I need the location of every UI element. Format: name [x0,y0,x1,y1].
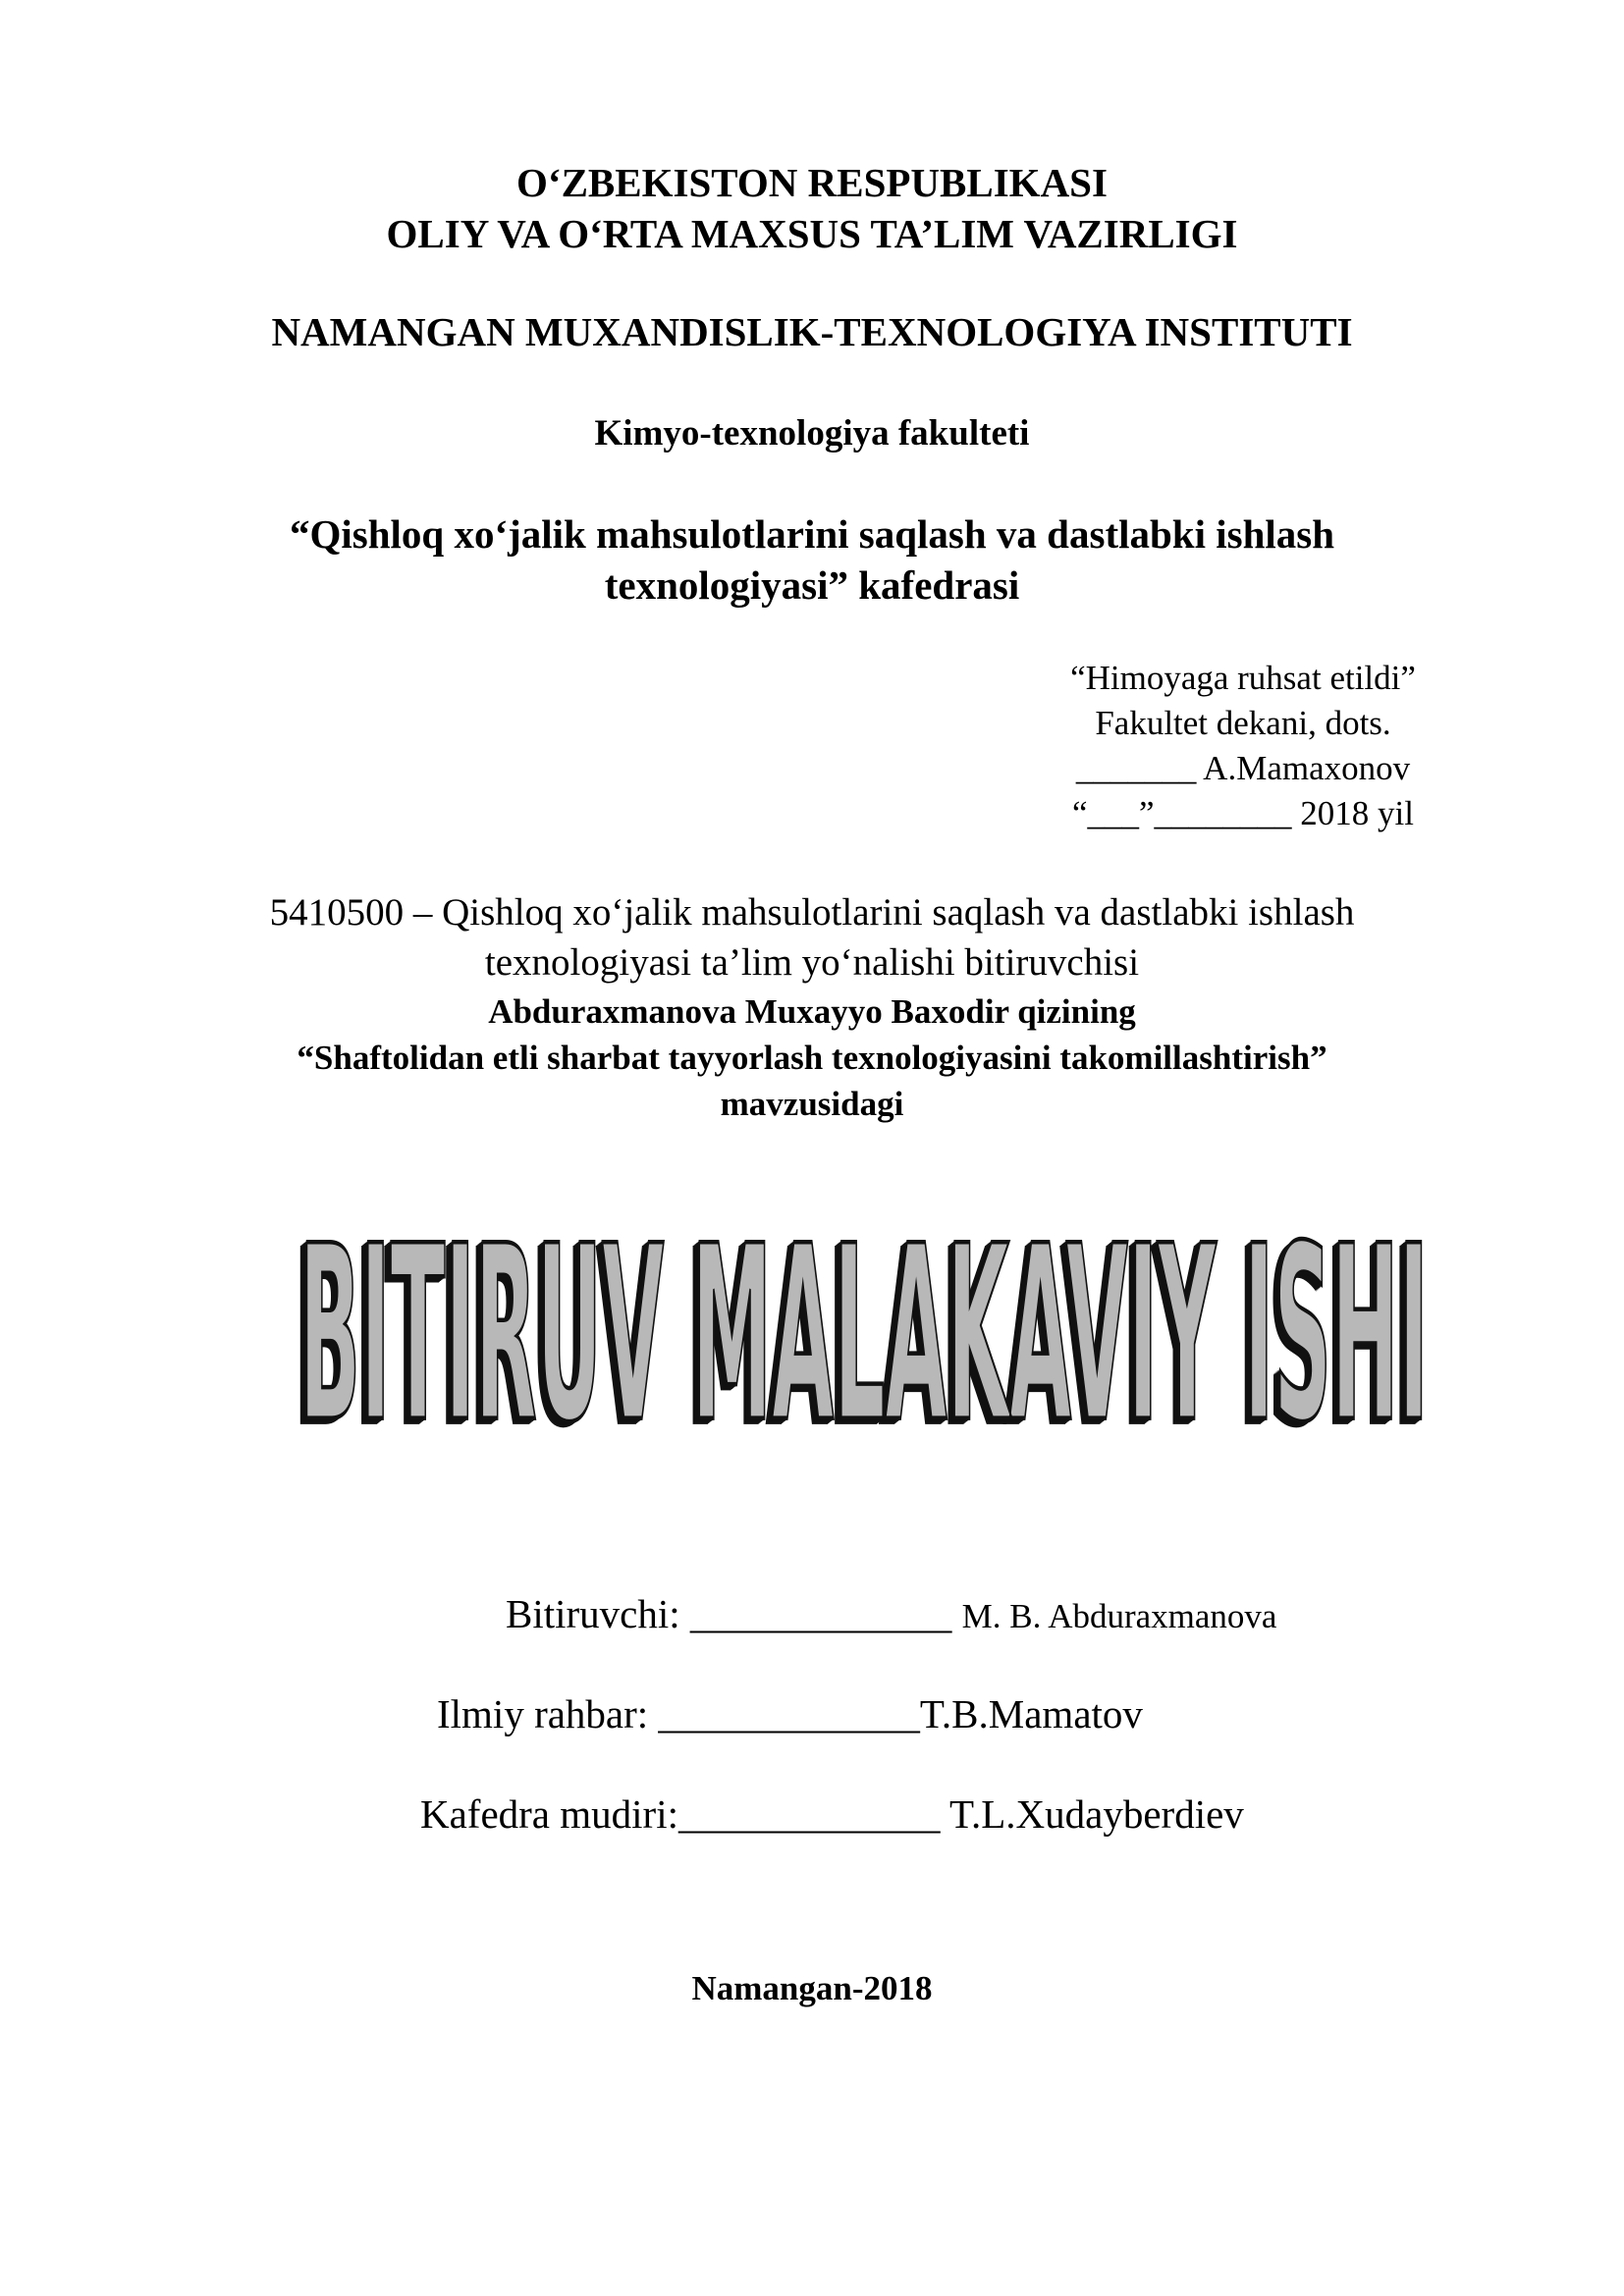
specialty-block [0,887,1624,988]
faculty-name: Kimyo-texnologiya fakulteti [594,413,1030,454]
thesis-title-face: BITIRUV MALAKAVIY ISHI [299,1193,1430,1448]
approval-heading: “Himoyaga ruhsat etildi” [1070,659,1416,697]
thesis-topic: “Shaftolidan etli sharbat tayyorlash texnologiyasini takomillashtirish” [297,1039,1327,1077]
department-line-1: “Qishloq xo‘jalik mahsulotlarini saqlash va dastlabki ishlash [289,511,1335,557]
approval-block [1037,656,1449,836]
header-republic [0,157,1624,259]
topic-suffix: mavzusidagi [720,1085,904,1123]
thesis-title-extrusion: BITIRUV MALAKAVIY ISHI [298,1195,1428,1448]
signature-department-head [420,1790,1244,1838]
head-name: T.L.Xudayberdiev [949,1791,1244,1837]
signature-graduate [506,1590,1276,1637]
thesis-title-extrusion: BITIRUV MALAKAVIY ISHI [297,1195,1427,1448]
header-line-2: OLIY VA O‘RTA MAXSUS TA’LIM VAZIRLIGI [386,211,1238,256]
graduate-name: M. B. Abduraxmanova [961,1597,1277,1635]
place-year: Namangan-2018 [691,1969,933,2007]
thesis-title-extrusion: BITIRUV MALAKAVIY ISHI [293,1198,1423,1448]
approval-position: Fakultet dekani, dots. [1095,704,1391,742]
head-label: Kafedra mudiri:_____________ [420,1791,941,1837]
institute-name: NAMANGAN MUXANDISLIK-TEXNOLOGIYA INSTITUTI [271,309,1353,354]
thesis-title-wordart [275,1193,1453,1448]
approval-signature: _______ A.Mamaxonov [1075,749,1411,787]
author-block [0,988,1624,1127]
department-line-2: texnologiyasi” kafedrasi [604,562,1020,608]
graduate-label: Bitiruvchi: _____________ [506,1591,952,1636]
thesis-title-extrusion: BITIRUV MALAKAVIY ISHI [298,1194,1429,1448]
thesis-title-extrusion: BITIRUV MALAKAVIY ISHI [296,1196,1426,1448]
author-name: Abduraxmanova Muxayyo Baxodir qizining [488,992,1136,1031]
approval-date: “___”________ 2018 yil [1071,794,1415,832]
advisor-name: T.B.Mamatov [919,1691,1143,1736]
specialty-line-2: texnologiyasi ta’lim yo‘nalishi bitiruvchisi [484,941,1140,984]
department-name [0,508,1624,611]
advisor-label: Ilmiy rahbar: _____________ [437,1691,920,1736]
thesis-title-extrusion: BITIRUV MALAKAVIY ISHI [294,1198,1424,1448]
thesis-title-extrusion: BITIRUV MALAKAVIY ISHI [295,1197,1425,1448]
thesis-title-svg [275,1193,1453,1448]
signature-advisor [437,1690,1143,1737]
header-line-1: O‘ZBEKISTON RESPUBLIKASI [516,160,1108,205]
specialty-line-1: 5410500 – Qishloq xo‘jalik mahsulotlarini saqlash va dastlabki ishlash [269,891,1355,934]
